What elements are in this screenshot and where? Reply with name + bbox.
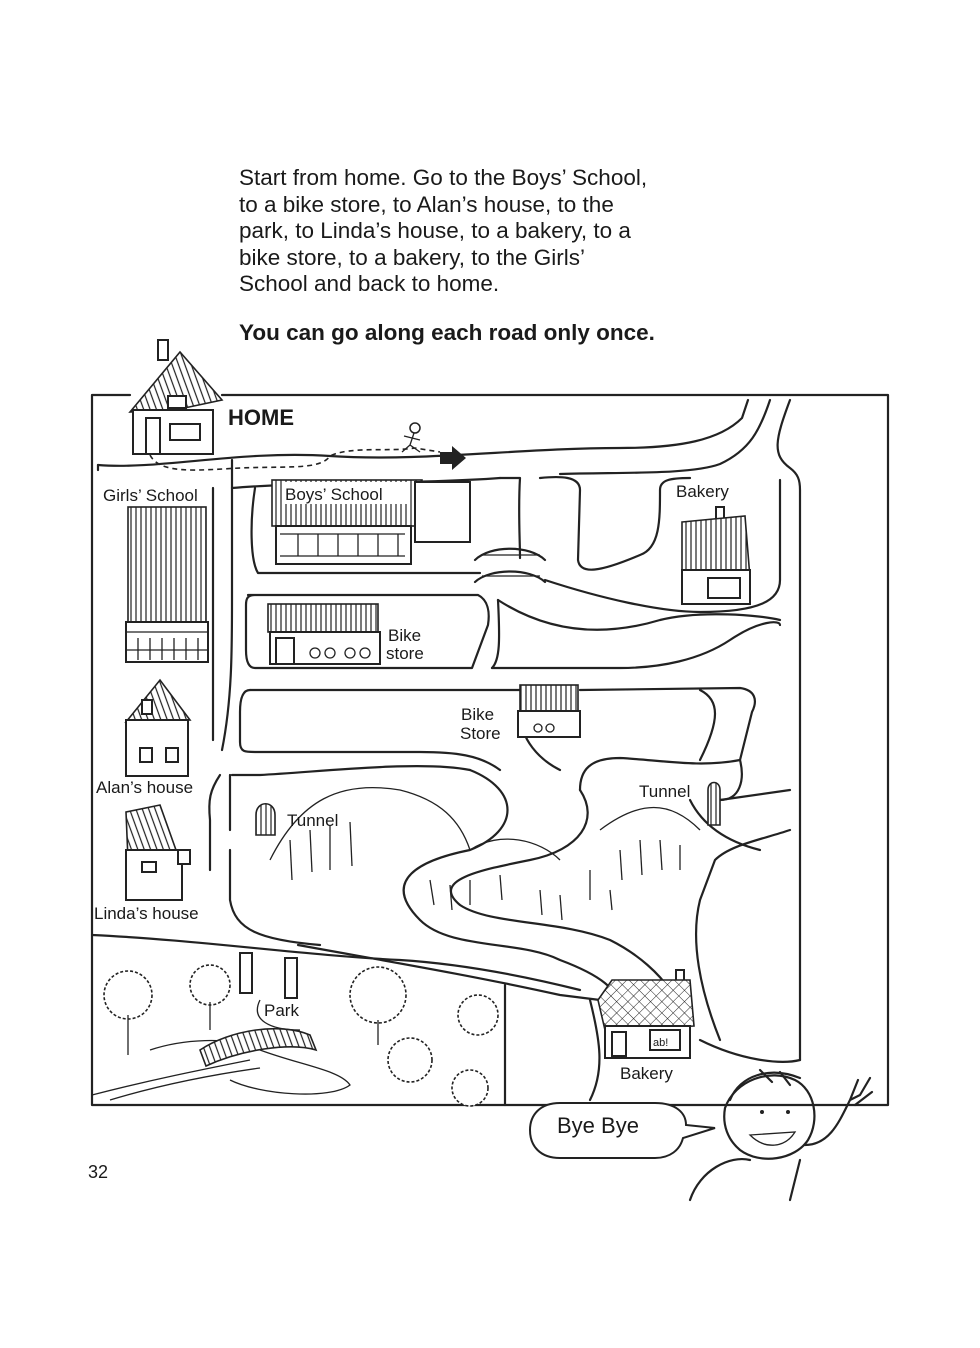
bike-store-1-label-line2: store bbox=[386, 644, 424, 663]
home-house bbox=[130, 340, 222, 454]
instruction-line-5: School and back to home. bbox=[239, 271, 500, 296]
tunnel-left bbox=[256, 804, 275, 835]
girls-school-label: Girls’ School bbox=[103, 486, 198, 505]
bike-store-2-label-line2: Store bbox=[460, 724, 501, 743]
lindas-house-building bbox=[126, 805, 190, 900]
bakery-top-label: Bakery bbox=[676, 482, 729, 501]
page-number: 32 bbox=[88, 1162, 109, 1182]
alans-house-building bbox=[126, 680, 190, 776]
boys-school-label: Boys’ School bbox=[285, 485, 383, 504]
instruction-line-2: to a bike store, to Alan’s house, to the bbox=[239, 191, 614, 217]
girls-school-building bbox=[126, 507, 208, 662]
alans-house-label: Alan’s house bbox=[96, 778, 194, 797]
bike-store-1-building bbox=[268, 604, 380, 664]
instruction-line-3: park, to Linda’s house, to a bakery, to a bbox=[239, 218, 631, 243]
park bbox=[92, 953, 505, 1106]
bike-store-2-building bbox=[518, 685, 580, 737]
park-label: Park bbox=[264, 1001, 299, 1020]
bakery-bottom-label: Bakery bbox=[620, 1064, 673, 1083]
lindas-house-label: Linda’s house bbox=[94, 904, 199, 923]
arrow-icon bbox=[440, 446, 466, 470]
instruction-line-1: Start from home. Go to the Boys’ School, bbox=[239, 165, 648, 190]
tunnel-right-label: Tunnel bbox=[639, 782, 691, 801]
instruction-line-4: bike store, to a bakery, to the Girls’ bbox=[239, 244, 585, 270]
tunnel-right bbox=[708, 783, 720, 826]
bike-store-2-label-line1: Bike bbox=[461, 705, 495, 724]
home-label: HOME bbox=[228, 405, 294, 430]
bakery-bottom-building bbox=[598, 970, 694, 1058]
speech-bubble-text: Bye Bye bbox=[557, 1113, 639, 1138]
tunnel-left-label: Tunnel bbox=[287, 811, 339, 830]
bike-store-1-label-line1: Bike bbox=[388, 626, 422, 645]
bakery-sign: ab! bbox=[653, 1037, 669, 1049]
waving-boy-illustration bbox=[690, 1070, 872, 1200]
hills bbox=[270, 788, 700, 920]
maze-rule: You can go along each road only once. bbox=[239, 320, 655, 345]
bakery-top-building bbox=[682, 507, 750, 604]
